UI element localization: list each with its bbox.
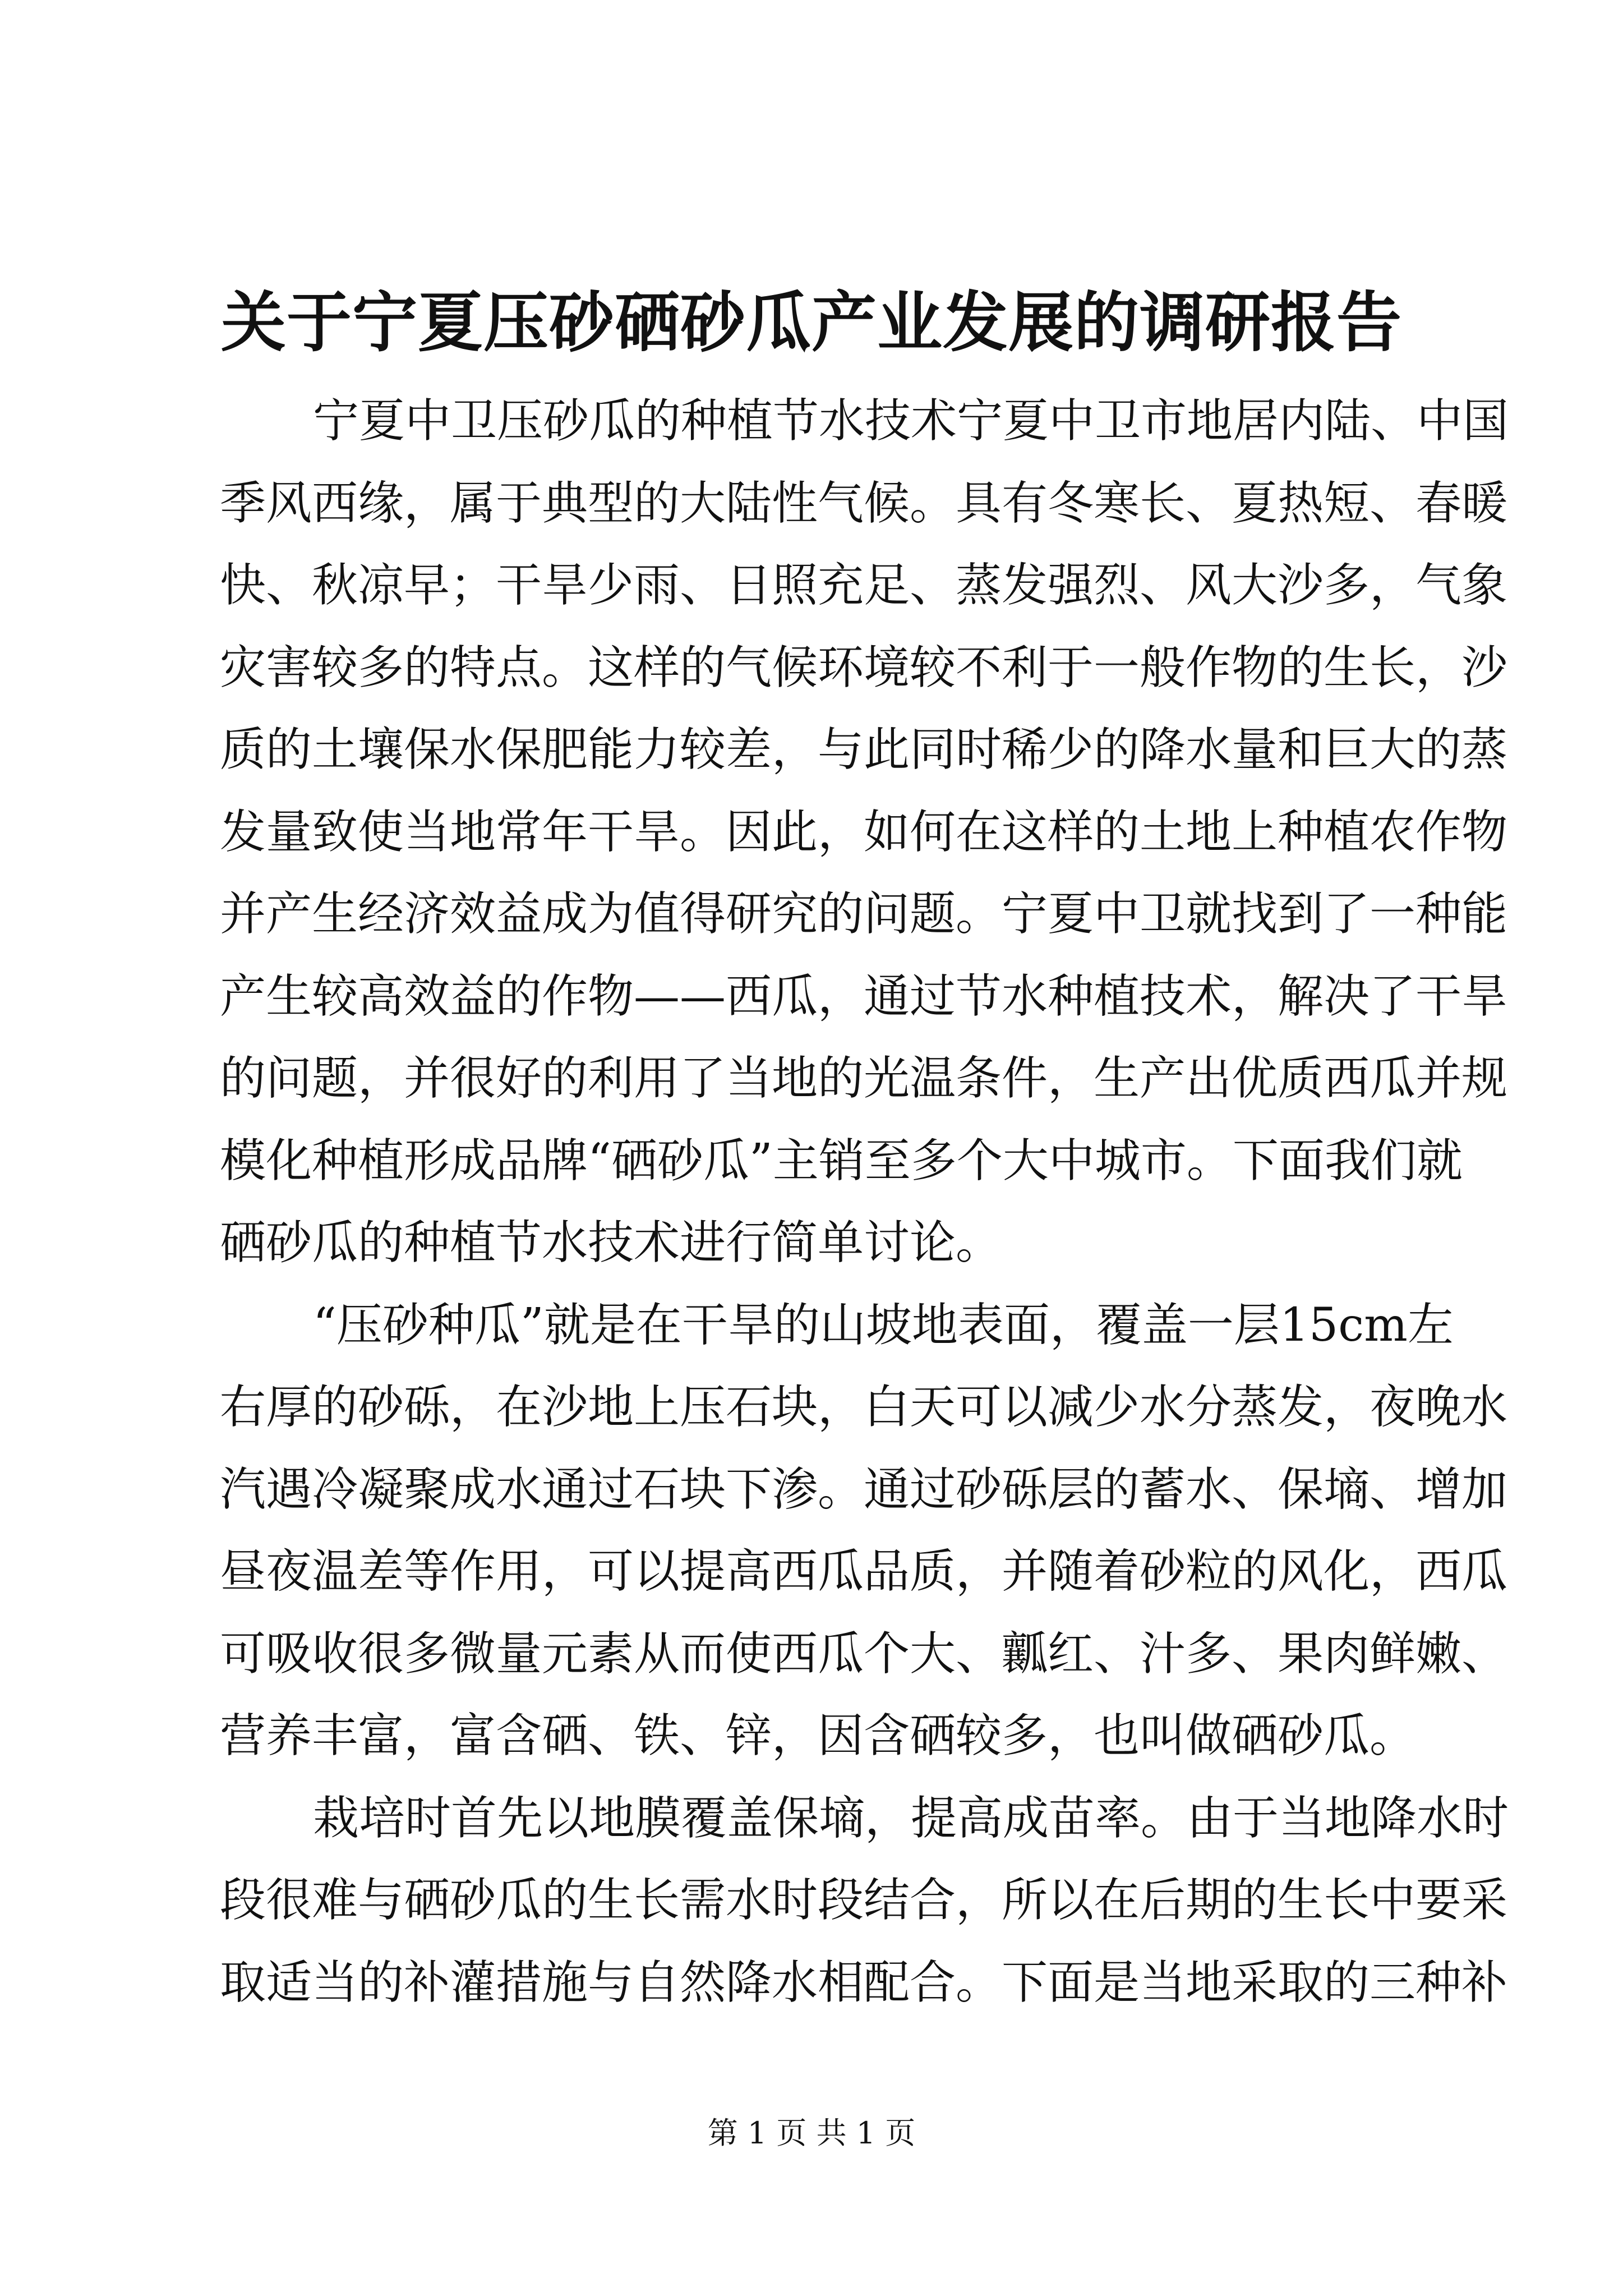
text-line: 的问题，并很好的利用了当地的光温条件，生产出优质西瓜并规 [220,1052,1508,1105]
text-line: 并产生经济效益成为值得研究的问题。宁夏中卫就找到了一种能 [220,887,1508,941]
text-line: 宁夏中卫压砂瓜的种植节水技术宁夏中卫市地居内陆、中国 [313,394,1509,448]
page-footer: 第 1 页 共 1 页 [707,2115,916,2151]
text-line: 发量致使当地常年干旱。因此，如何在这样的土地上种植农作物 [220,805,1508,859]
text-line: 汽遇冷凝聚成水通过石块下渗。通过砂砾层的蓄水、保墒、增加 [220,1462,1508,1516]
text-line: 可吸收很多微量元素从而使西瓜个大、瓤红、汁多、果肉鲜嫩、 [220,1627,1508,1681]
text-line: 昼夜温差等作用，可以提高西瓜品质，并随着砂粒的风化，西瓜 [220,1545,1508,1598]
text-line: 右厚的砂砾，在沙地上压石块，白天可以减少水分蒸发，夜晚水 [220,1381,1508,1434]
text-line: 营养丰富，富含硒、铁、锌，因含硒较多，也叫做硒砂瓜。 [220,1709,1416,1763]
text-line: 产生较高效益的作物——西瓜，通过节水种植技术，解决了干旱 [220,969,1508,1023]
paragraph-2 [220,1285,1508,1778]
text-line: “压砂种瓜”就是在干旱的山坡地表面，覆盖一层15cm左 [313,1298,1454,1352]
document-title: 关于宁夏压砂硒砂瓜产业发展的调研报告 [221,284,1402,361]
text-line: 模化种植形成品牌“硒砂瓜”主销至多个大中城市。下面我们就 [220,1134,1463,1188]
document-body [220,380,1509,2024]
text-line: 硒砂瓜的种植节水技术进行简单讨论。 [220,1216,1002,1269]
text-line: 取适当的补灌措施与自然降水相配合。下面是当地采取的三种补 [220,1955,1508,2009]
paragraph-3 [220,1778,1509,2024]
text-line: 快、秋凉早；干旱少雨、日照充足、蒸发强烈、风大沙多，气象 [220,559,1508,612]
text-line: 季风西缘，属于典型的大陆性气候。具有冬寒长、夏热短、春暖 [220,476,1508,530]
text-line: 灾害较多的特点。这样的气候环境较不利于一般作物的生长，沙 [220,641,1508,694]
text-line: 段很难与硒砂瓜的生长需水时段结合，所以在后期的生长中要采 [220,1874,1508,1927]
paragraph-1 [220,380,1509,1285]
text-line: 栽培时首先以地膜覆盖保墒，提高成苗率。由于当地降水时 [313,1791,1509,1845]
text-line: 质的土壤保水保肥能力较差，与此同时稀少的降水量和巨大的蒸 [220,723,1508,776]
